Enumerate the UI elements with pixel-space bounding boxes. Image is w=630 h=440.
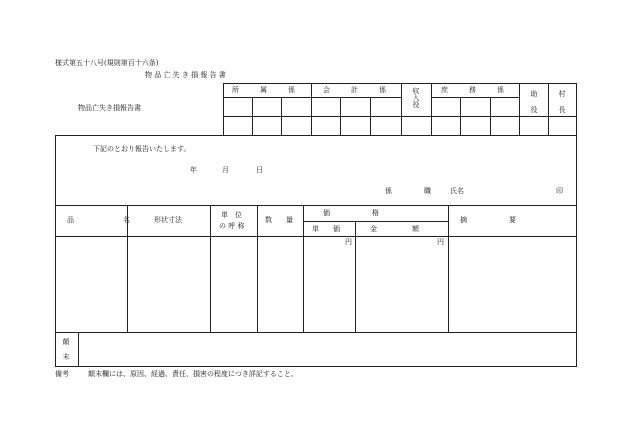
shuekiyaku-label: 収入役 bbox=[412, 87, 421, 108]
signature-seal: 印 bbox=[556, 187, 563, 195]
header-hinmei: 品 名 bbox=[67, 216, 130, 224]
header-no-yobi: の 呼 称 bbox=[219, 222, 245, 230]
document-label: 物品亡失き損報告書 bbox=[78, 104, 141, 112]
kaikei-kakari-label: 会 計 係 bbox=[323, 86, 386, 94]
date-year: 年 bbox=[190, 166, 197, 174]
header-tanka: 単 価 bbox=[312, 225, 340, 233]
soncho-label: 村長 bbox=[558, 90, 566, 122]
note-label: 備考 bbox=[55, 370, 69, 378]
signature-kakari: 係 bbox=[385, 187, 392, 195]
shozoku-kakari-label: 所 属 係 bbox=[232, 86, 295, 94]
date-month: 月 bbox=[222, 166, 229, 174]
joyaku-label: 助役 bbox=[530, 90, 538, 122]
document-title: 物 品 亡 失 き 損 報 告 書 bbox=[145, 71, 226, 79]
tenmatsu-label: 顛末 bbox=[62, 338, 71, 368]
header-keijo-sunpo: 形状寸法 bbox=[154, 216, 182, 224]
form-number: 様式第五十八号(規則第百十六条) bbox=[55, 59, 159, 67]
report-intro-text: 下記のとおり報告いたします。 bbox=[93, 145, 191, 153]
date-day: 日 bbox=[256, 166, 263, 174]
header-kingaku: 金 額 bbox=[370, 225, 419, 233]
shomu-kakari-label: 庶 務 係 bbox=[441, 86, 504, 94]
signature-shimei: 氏名 bbox=[450, 187, 464, 195]
yen-unit-tanka: 円 bbox=[345, 238, 352, 246]
yen-unit-kingaku: 円 bbox=[437, 238, 444, 246]
note-text: 顛末欄には、原因、経過、責任、損害の程度につき詳記すること。 bbox=[88, 370, 298, 378]
header-tekiyo: 摘 要 bbox=[460, 216, 516, 224]
tenmatsu-box bbox=[55, 332, 577, 367]
header-kakaku: 価 格 bbox=[323, 209, 379, 217]
signature-shoku: 職 bbox=[424, 187, 431, 195]
header-suryo: 数 量 bbox=[265, 216, 293, 224]
header-tani: 単 位 bbox=[221, 211, 242, 219]
